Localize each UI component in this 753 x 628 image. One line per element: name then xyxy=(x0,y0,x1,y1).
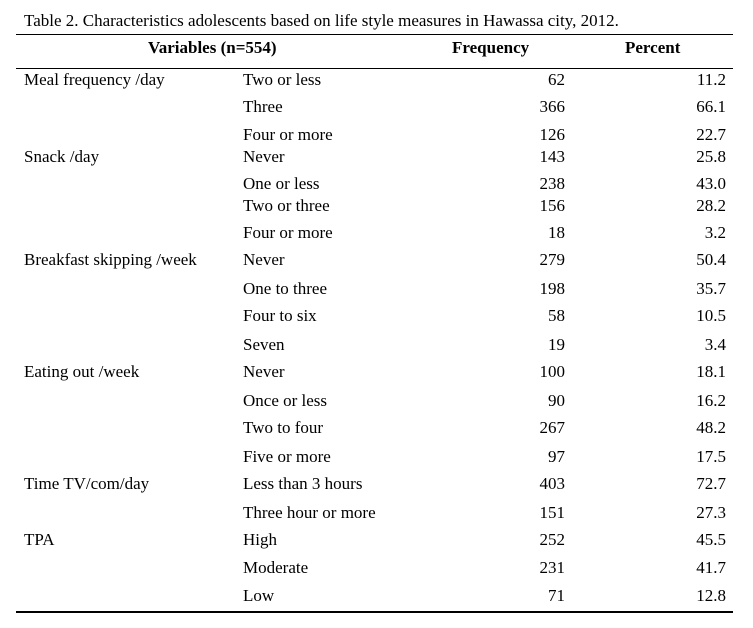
row-category: Three hour or more xyxy=(243,503,376,522)
row-percent: 43.0 xyxy=(696,174,726,193)
row-frequency: 100 xyxy=(539,362,565,381)
row-frequency: 252 xyxy=(539,530,565,549)
header-variables: Variables (n=554) xyxy=(148,38,277,57)
row-frequency: 403 xyxy=(539,474,565,493)
row-variable: TPA xyxy=(24,530,55,549)
row-category: Once or less xyxy=(243,391,328,410)
row-frequency: 156 xyxy=(539,196,565,215)
row-category: Never xyxy=(243,362,285,381)
row-percent: 17.5 xyxy=(696,447,726,466)
row-percent: 16.2 xyxy=(696,391,726,410)
row-category: Moderate xyxy=(243,558,309,577)
header-frequency: Frequency xyxy=(452,38,530,57)
row-category: Four or more xyxy=(243,223,333,242)
row-category: Four to six xyxy=(243,306,317,325)
row-percent: 66.1 xyxy=(696,97,726,116)
row-percent: 48.2 xyxy=(696,418,726,437)
top-rule xyxy=(16,34,733,35)
row-percent: 18.1 xyxy=(696,362,726,381)
row-category: Two or three xyxy=(243,196,330,215)
row-percent: 22.7 xyxy=(696,125,726,144)
row-percent: 27.3 xyxy=(696,503,726,522)
row-frequency: 19 xyxy=(548,335,565,354)
header-rule xyxy=(16,68,733,69)
row-frequency: 71 xyxy=(548,586,565,605)
row-frequency: 267 xyxy=(539,418,565,437)
row-percent: 28.2 xyxy=(696,196,726,215)
row-category: Low xyxy=(243,586,275,605)
row-frequency: 238 xyxy=(539,174,565,193)
row-frequency: 90 xyxy=(548,391,565,410)
row-variable: Meal frequency /day xyxy=(24,70,165,89)
row-frequency: 151 xyxy=(539,503,565,522)
row-variable: Eating out /week xyxy=(24,362,140,381)
row-percent: 10.5 xyxy=(696,306,726,325)
table-caption: Table 2. Characteristics adolescents based on life style measures in Hawassa city, 2012. xyxy=(24,11,619,30)
row-category: One to three xyxy=(243,279,328,298)
row-frequency: 126 xyxy=(539,125,565,144)
header-percent: Percent xyxy=(625,38,681,57)
row-frequency: 198 xyxy=(539,279,565,298)
row-percent: 50.4 xyxy=(696,250,726,269)
row-category: Two or less xyxy=(243,70,322,89)
row-category: Two to four xyxy=(243,418,324,437)
row-frequency: 97 xyxy=(548,447,565,466)
row-percent: 3.2 xyxy=(704,223,726,242)
row-frequency: 58 xyxy=(548,306,565,325)
row-percent: 72.7 xyxy=(696,474,726,493)
row-variable: Breakfast skipping /week xyxy=(24,250,197,269)
row-percent: 12.8 xyxy=(696,586,726,605)
row-category: Less than 3 hours xyxy=(243,474,363,493)
row-category: Three xyxy=(243,97,283,116)
row-percent: 45.5 xyxy=(696,530,726,549)
row-category: Seven xyxy=(243,335,285,354)
row-frequency: 62 xyxy=(548,70,565,89)
row-variable: Snack /day xyxy=(24,147,100,166)
row-percent: 25.8 xyxy=(696,147,726,166)
row-percent: 3.4 xyxy=(704,335,726,354)
row-category: Never xyxy=(243,147,285,166)
row-frequency: 366 xyxy=(539,97,565,116)
row-category: Five or more xyxy=(243,447,331,466)
row-variable: Time TV/com/day xyxy=(24,474,150,493)
row-category: Four or more xyxy=(243,125,333,144)
row-category: One or less xyxy=(243,174,320,193)
row-percent: 41.7 xyxy=(696,558,726,577)
row-frequency: 279 xyxy=(539,250,565,269)
row-frequency: 143 xyxy=(539,147,565,166)
row-frequency: 231 xyxy=(539,558,565,577)
row-frequency: 18 xyxy=(548,223,565,242)
row-category: High xyxy=(243,530,277,549)
row-percent: 11.2 xyxy=(696,70,726,89)
row-category: Never xyxy=(243,250,285,269)
row-percent: 35.7 xyxy=(696,279,726,298)
bottom-rule xyxy=(16,611,733,613)
